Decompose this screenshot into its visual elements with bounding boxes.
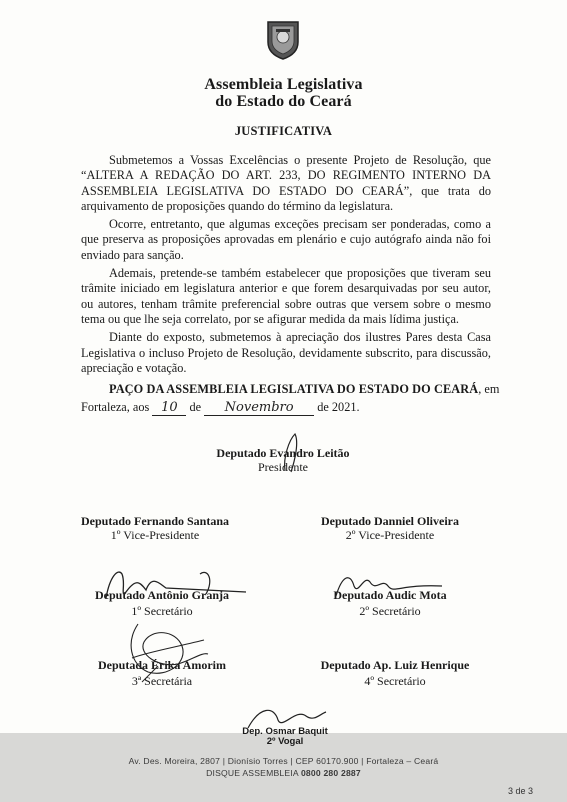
signer-role: 2º Vogal: [266, 736, 304, 747]
footer-address: Av. Des. Moreira, 2807 | Dionísio Torres | CEP 60170.900 | Fortaleza – Ceará: [128, 756, 439, 766]
signer-role: 1º Vice-Presidente: [110, 528, 200, 542]
dateline-month: Novembro: [204, 401, 314, 416]
footer-phone: [0, 768, 567, 778]
signature-sec3: [72, 658, 252, 688]
signature-president: [198, 446, 368, 474]
signer-role: 4º Secretário: [364, 674, 426, 688]
signer-name: Deputado Antônio Granja: [94, 588, 230, 602]
signer-role: 2º Secretário: [359, 604, 421, 618]
signer-role: 1º Secretário: [131, 604, 193, 618]
document-title: JUSTIFICATIVA: [234, 124, 333, 138]
org-name-line2: do Estado do Ceará: [215, 93, 352, 110]
footer-phone-number: 0800 280 2887: [300, 768, 361, 778]
signer-name: Deputado Audic Mota: [333, 588, 447, 602]
signature-sec1: [72, 588, 252, 618]
dateline-place: PAÇO DA ASSEMBLEIA LEGISLATIVA DO ESTADO DO CEARÁ: [109, 382, 479, 396]
page-number: 3 de 3: [507, 786, 533, 796]
paragraph-3: Ademais, pretende-se também estabelecer que proposições que tiveram seu trâmite iniciado em legislatura anterior e que forem desarquivadas por seu autor, ou autores, tenham trâmite preferencial sobre outras que versem sobre o mesmo tema ou que lhe seja correlato, por se afigurar medida da mais lídima justiça.: [81, 266, 491, 326]
dateline-year: de 2021.: [317, 399, 360, 414]
signature-vp1: [60, 514, 250, 542]
signer-name: Deputada Érika Amorim: [97, 658, 226, 672]
signer-role: Presidente: [258, 460, 308, 474]
dateline-suffix: , em: [478, 382, 500, 396]
signature-stamp: [220, 727, 350, 747]
signer-name: Deputado Evandro Leitão: [216, 446, 350, 460]
paragraph-2: Ocorre, entretanto, que algumas exceções precisam ser ponderadas, como a que preserva as proposições aprovadas em plenário e cujo autógrafo ainda não foi enviado para sanção.: [81, 217, 491, 262]
justification-body: [81, 153, 491, 376]
signature-sec2: [305, 588, 475, 618]
signer-name: Dep. Osmar Baquit: [242, 726, 328, 737]
dateline-city: Fortaleza, aos: [81, 399, 150, 414]
signature-sec4: [300, 658, 490, 688]
signer-name: Deputado Danniel Oliveira: [320, 514, 459, 528]
signature-vp2: [295, 514, 485, 542]
footer-phone-prefix: DISQUE ASSEMBLEIA: [206, 768, 299, 778]
org-name-line1: Assembleia Legislativa: [204, 76, 363, 93]
paragraph-1: Submetemos a Vossas Excelências o presente Projeto de Resolução, que “ALTERA A REDAÇÃO DO ART. 233, DO REGIMENTO INTERNO DA ASSEMBLEIA LEGISLATIVA DO ESTADO DO CEARÁ”, que trata do arquivamento de proposições quando do término da legislatura.: [81, 153, 491, 213]
signer-name: Deputado Ap. Luiz Henrique: [320, 658, 470, 672]
signer-role: 3ª Secretária: [131, 674, 193, 688]
signer-name: Deputado Fernando Santana: [80, 514, 230, 528]
dateline: [81, 382, 501, 416]
dateline-de: de: [189, 399, 202, 414]
state-coat-of-arms-icon: [266, 20, 300, 60]
signer-role: 2º Vice-Presidente: [345, 528, 435, 542]
dateline-day: 10: [152, 401, 186, 416]
paragraph-4: Diante do exposto, submetemos à apreciação dos ilustres Pares desta Casa Legislativa o incluso Projeto de Resolução, devidamente subscrito, para discussão, apreciação e votação.: [81, 330, 491, 375]
